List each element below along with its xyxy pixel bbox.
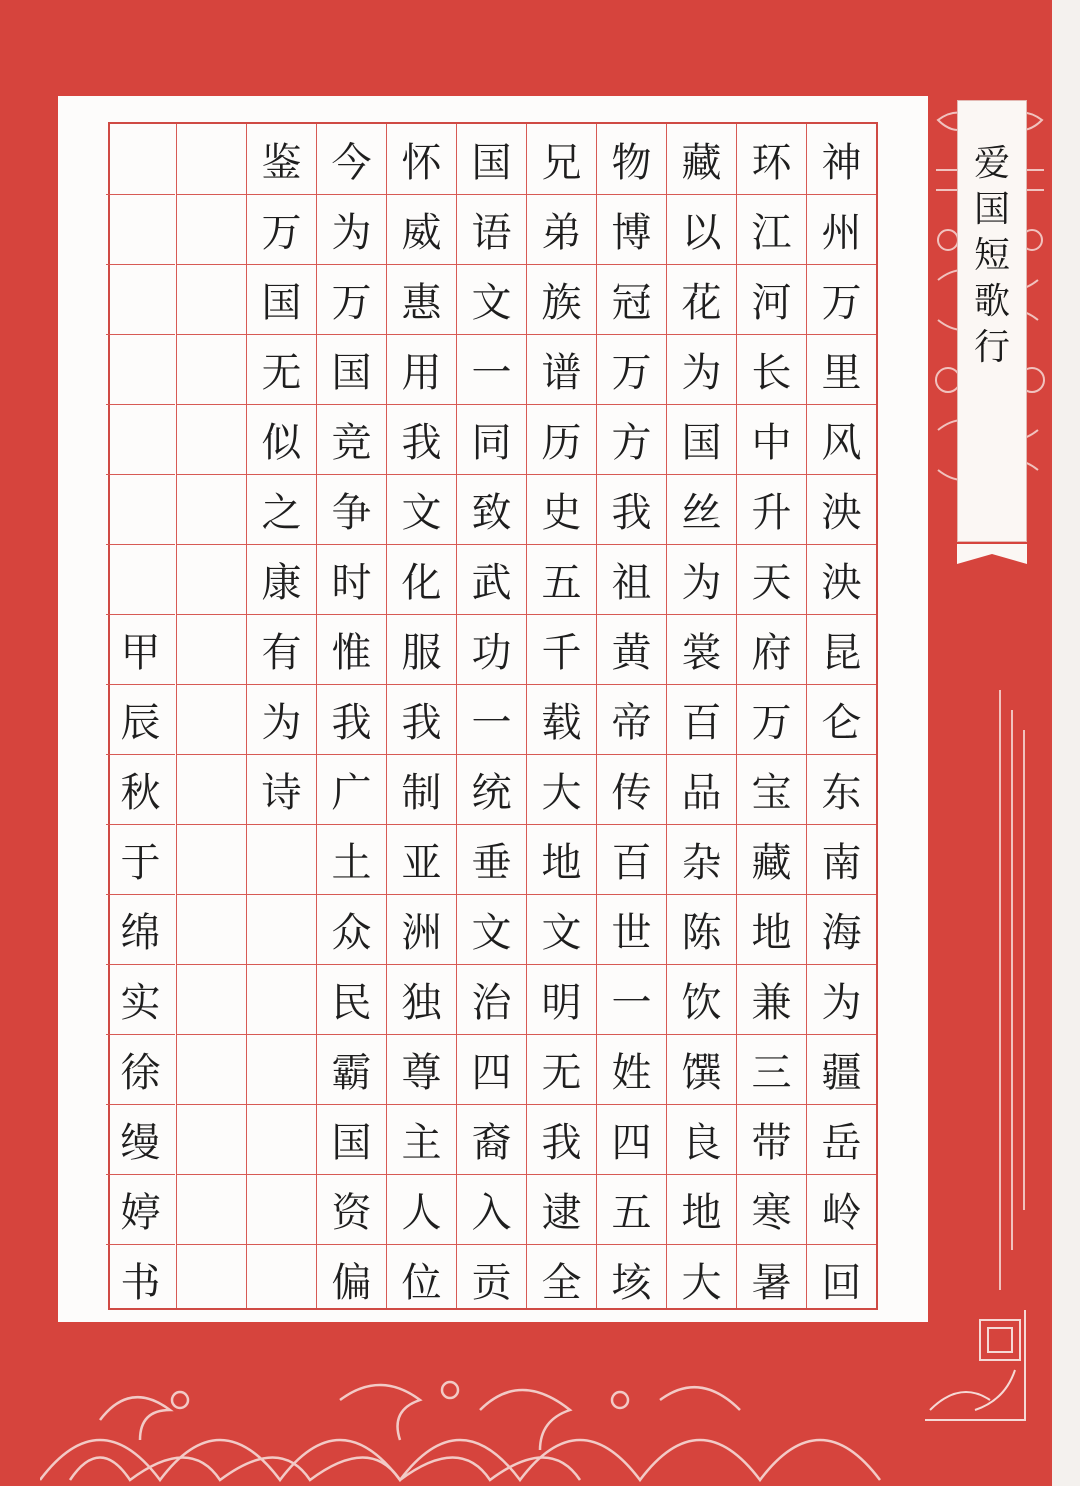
grid-cell: 独	[387, 964, 456, 1034]
grid-cell: 书	[106, 1244, 175, 1314]
grid-cell: 霸	[317, 1034, 386, 1104]
grid-cell: 制	[387, 754, 456, 824]
grid-cell: 世	[597, 894, 666, 964]
grid-cell: 地	[667, 1174, 736, 1244]
grid-cell: 人	[387, 1174, 456, 1244]
grid-cell: 府	[737, 614, 806, 684]
grid-cell: 万	[247, 194, 316, 264]
grid-cell: 亚	[387, 824, 456, 894]
grid-cell: 明	[527, 964, 596, 1034]
grid-cell: 争	[317, 474, 386, 544]
grid-cell: 史	[527, 474, 596, 544]
grid-cell	[106, 264, 175, 334]
grid-cell: 垂	[457, 824, 526, 894]
grid-cell: 惟	[317, 614, 386, 684]
grid-cell: 良	[667, 1104, 736, 1174]
grid-cell: 入	[457, 1174, 526, 1244]
grid-cell: 藏	[681, 139, 722, 186]
grid-cell	[106, 124, 175, 194]
grid-cell: 裳	[667, 614, 736, 684]
grid-cell: 冠	[597, 264, 666, 334]
grid-cell: 偏	[317, 1244, 386, 1314]
grid-cell: 弟	[527, 194, 596, 264]
grid-cell: 疆	[807, 1034, 876, 1104]
grid-column	[246, 124, 316, 1308]
grid-cell: 为	[667, 334, 736, 404]
grid-cell: 威	[387, 194, 456, 264]
grid-cell: 四	[597, 1104, 666, 1174]
grid-cell: 洲	[387, 894, 456, 964]
grid-cell: 一	[597, 964, 666, 1034]
grid-cell: 同	[457, 404, 526, 474]
grid-cell: 宝	[737, 754, 806, 824]
grid-cell: 逮	[527, 1174, 596, 1244]
title-char: 短	[973, 235, 1010, 276]
grid-cell: 甲	[106, 614, 175, 684]
grid-cell: 怀	[401, 139, 442, 186]
grid-cell	[177, 894, 246, 964]
grid-cell: 大	[667, 1244, 736, 1314]
grid-cell	[247, 1244, 316, 1314]
grid-cell: 以	[667, 194, 736, 264]
title-char: 爱	[973, 143, 1010, 184]
grid-cell: 康	[247, 544, 316, 614]
decorative-lines-icon	[990, 690, 1040, 1330]
grid-cell	[106, 404, 175, 474]
grid-cell: 秋	[106, 754, 175, 824]
page-edge	[1052, 0, 1080, 1486]
grid-cell	[247, 1104, 316, 1174]
grid-cell: 岭	[807, 1174, 876, 1244]
grid-cell	[177, 614, 246, 684]
grid-cell: 五	[597, 1174, 666, 1244]
grid-cell: 文	[457, 264, 526, 334]
grid-cell: 万	[597, 334, 666, 404]
grid-cell: 百	[597, 824, 666, 894]
grid-cell: 惠	[387, 264, 456, 334]
grid-cell: 文	[457, 894, 526, 964]
grid-cell: 天	[737, 544, 806, 614]
grid-cell: 馔	[667, 1034, 736, 1104]
grid-cell: 姓	[597, 1034, 666, 1104]
grid-cell: 今	[331, 139, 372, 186]
grid-cell: 为	[807, 964, 876, 1034]
grid-cell: 一	[457, 684, 526, 754]
grid-cell	[106, 334, 175, 404]
grid-cell: 无	[247, 334, 316, 404]
grid-cell	[177, 474, 246, 544]
grid-cell	[177, 544, 246, 614]
grid-cell: 千	[527, 614, 596, 684]
grid-cell: 为	[247, 684, 316, 754]
grid-cell: 土	[317, 824, 386, 894]
grid-cell: 时	[317, 544, 386, 614]
grid-cell: 武	[457, 544, 526, 614]
grid-cell: 物	[611, 139, 652, 186]
grid-cell: 州	[807, 194, 876, 264]
grid-cell: 尊	[387, 1034, 456, 1104]
grid-column	[176, 124, 246, 1308]
grid-cell: 位	[387, 1244, 456, 1314]
grid-cell: 国	[247, 264, 316, 334]
grid-cell: 缦	[106, 1104, 175, 1174]
title-char: 行	[973, 327, 1010, 368]
grid-cell	[177, 404, 246, 474]
grid-cell: 昆	[807, 614, 876, 684]
grid-cell: 百	[667, 684, 736, 754]
grid-cell: 长	[737, 334, 806, 404]
grid-cell: 海	[807, 894, 876, 964]
page-title	[958, 141, 1026, 371]
grid-cell: 万	[737, 684, 806, 754]
grid-cell: 鉴	[261, 139, 302, 186]
grid-cell: 国	[317, 334, 386, 404]
grid-cell	[177, 194, 246, 264]
grid-cell	[247, 964, 316, 1034]
grid-cell	[177, 1244, 246, 1314]
grid-cell: 杂	[667, 824, 736, 894]
grid-cell: 环	[751, 139, 792, 186]
grid-cell: 兼	[737, 964, 806, 1034]
grid-cell: 载	[527, 684, 596, 754]
grid-cell: 五	[527, 544, 596, 614]
grid-cell	[106, 474, 175, 544]
grid-cell: 我	[387, 684, 456, 754]
grid-cell: 致	[457, 474, 526, 544]
grid-cell: 里	[807, 334, 876, 404]
grid-cell: 辰	[106, 684, 175, 754]
grid-cell: 岳	[807, 1104, 876, 1174]
grid-cell: 万	[317, 264, 386, 334]
grid-cell: 语	[457, 194, 526, 264]
grid-cell: 全	[527, 1244, 596, 1314]
grid-cell: 博	[597, 194, 666, 264]
grid-column	[736, 124, 806, 1308]
grid-cell: 众	[317, 894, 386, 964]
grid-cell: 我	[317, 684, 386, 754]
grid-cell: 江	[737, 194, 806, 264]
grid-cell: 方	[597, 404, 666, 474]
grid-cell: 传	[597, 754, 666, 824]
grid-cell: 祖	[597, 544, 666, 614]
grid-cell: 垓	[597, 1244, 666, 1314]
grid-cell: 我	[597, 474, 666, 544]
grid-cell: 用	[387, 334, 456, 404]
grid-column	[666, 124, 736, 1308]
grid-cell: 国	[667, 404, 736, 474]
grid-cell: 回	[807, 1244, 876, 1314]
grid-cell: 民	[317, 964, 386, 1034]
grid-cell: 南	[807, 824, 876, 894]
grid-cell: 神	[821, 139, 862, 186]
grid-cell	[177, 1104, 246, 1174]
grid-cell: 万	[807, 264, 876, 334]
grid-cell: 为	[317, 194, 386, 264]
grid-cell: 似	[247, 404, 316, 474]
grid-cell: 中	[737, 404, 806, 474]
grid-cell: 于	[106, 824, 175, 894]
grid-column	[106, 124, 176, 1308]
grid-cell: 一	[457, 334, 526, 404]
grid-cell: 广	[317, 754, 386, 824]
grid-cell: 黄	[597, 614, 666, 684]
grid-cell	[177, 684, 246, 754]
title-box	[957, 100, 1027, 542]
grid-cell	[177, 124, 246, 194]
title-char: 国	[973, 189, 1010, 230]
grid-cell	[177, 1034, 246, 1104]
grid-cell: 泱	[807, 544, 876, 614]
grid-cell	[177, 264, 246, 334]
grid-cell: 兄	[541, 139, 582, 186]
grid-cell: 升	[737, 474, 806, 544]
grid-cell: 仑	[807, 684, 876, 754]
grid-cell: 贡	[457, 1244, 526, 1314]
grid-cell	[177, 334, 246, 404]
grid-cell	[106, 194, 175, 264]
grid-cell: 我	[527, 1104, 596, 1174]
grid-cell: 我	[387, 404, 456, 474]
grid-cell: 服	[387, 614, 456, 684]
grid-cell	[177, 824, 246, 894]
grid-cell: 大	[527, 754, 596, 824]
grid-cell: 寒	[737, 1174, 806, 1244]
grid-cell: 有	[247, 614, 316, 684]
grid-cell: 三	[737, 1034, 806, 1104]
wave-ornament-icon	[40, 1360, 960, 1486]
grid-cell: 品	[667, 754, 736, 824]
grid-cell	[247, 894, 316, 964]
grid-cell	[106, 544, 175, 614]
grid-cell	[177, 964, 246, 1034]
grid-cell: 暑	[737, 1244, 806, 1314]
grid-cell: 主	[387, 1104, 456, 1174]
grid-cell: 族	[527, 264, 596, 334]
grid-cell: 实	[106, 964, 175, 1034]
writing-grid	[108, 122, 878, 1310]
grid-cell: 之	[247, 474, 316, 544]
grid-cell: 为	[667, 544, 736, 614]
grid-column	[456, 124, 526, 1308]
grid-cell: 河	[737, 264, 806, 334]
grid-cell: 四	[457, 1034, 526, 1104]
grid-cell: 文	[527, 894, 596, 964]
grid-cell: 泱	[807, 474, 876, 544]
grid-cell: 东	[807, 754, 876, 824]
grid-cell: 花	[667, 264, 736, 334]
grid-cell	[177, 754, 246, 824]
grid-cell: 功	[457, 614, 526, 684]
grid-column	[806, 124, 876, 1308]
grid-cell: 婷	[106, 1174, 175, 1244]
grid-cell	[247, 1034, 316, 1104]
grid-cell: 谱	[527, 334, 596, 404]
grid-cell: 诗	[247, 754, 316, 824]
grid-cell: 治	[457, 964, 526, 1034]
grid-cell: 地	[737, 894, 806, 964]
grid-cell: 绵	[106, 894, 175, 964]
grid-cell: 带	[737, 1104, 806, 1174]
grid-column	[596, 124, 666, 1308]
grid-cell: 无	[527, 1034, 596, 1104]
grid-cell: 统	[457, 754, 526, 824]
grid-cell: 丝	[667, 474, 736, 544]
grid-cell: 裔	[457, 1104, 526, 1174]
grid-cell: 徐	[106, 1034, 175, 1104]
grid-cell	[177, 1174, 246, 1244]
title-char: 歌	[973, 281, 1010, 322]
grid-cell: 历	[527, 404, 596, 474]
grid-cell: 化	[387, 544, 456, 614]
grid-cell: 竞	[317, 404, 386, 474]
grid-cell: 地	[527, 824, 596, 894]
grid-cell: 陈	[667, 894, 736, 964]
grid-cell: 帝	[597, 684, 666, 754]
grid-cell: 资	[317, 1174, 386, 1244]
grid-cell: 风	[807, 404, 876, 474]
grid-cell	[247, 1174, 316, 1244]
grid-cell: 国	[471, 139, 512, 186]
grid-column	[316, 124, 386, 1308]
grid-cell: 文	[387, 474, 456, 544]
grid-column	[526, 124, 596, 1308]
ribbon-icon	[957, 544, 1027, 564]
grid-column	[386, 124, 456, 1308]
grid-cell: 国	[317, 1104, 386, 1174]
grid-cell: 藏	[737, 824, 806, 894]
grid-cell: 饮	[667, 964, 736, 1034]
grid-cell	[247, 824, 316, 894]
